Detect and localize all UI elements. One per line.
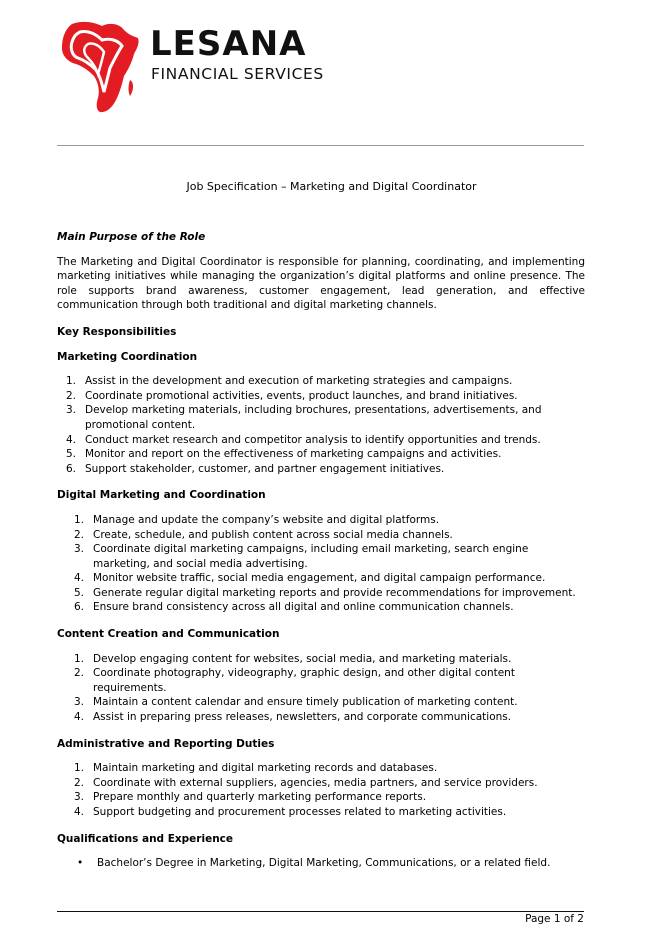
- brand-name: LESANA: [150, 24, 307, 64]
- list-item: • Bachelor’s Degree in Marketing, Digital Marketing, Communications, or a related field.: [77, 857, 551, 870]
- list-item: 1. Develop engaging content for websites, social media, and marketing materials.: [74, 652, 512, 665]
- marketing-coordination-list: [57, 374, 585, 476]
- purpose-text: The Marketing and Digital Coordinator is responsible for planning, coordinating, and implementing marketing initiatives while managing the organization’s digital platforms and online presence. The role supports brand awareness, customer engagement, lead generation, and effective communication through both traditional and digital marketing channels.: [57, 255, 585, 312]
- list-item: 2. Create, schedule, and publish content across social media channels.: [74, 528, 453, 541]
- list-item: 6. Support stakeholder, customer, and partner engagement initiatives.: [66, 462, 445, 475]
- section-heading: Digital Marketing and Coordination: [57, 489, 266, 502]
- company-logo: [58, 18, 348, 118]
- list-item: 1. Assist in the development and execution of marketing strategies and campaigns.: [66, 375, 513, 388]
- list-item: 2. Coordinate promotional activities, events, product launches, and brand initiatives.: [66, 389, 518, 402]
- footer-divider: [57, 911, 584, 912]
- section-heading: Marketing Coordination: [57, 350, 198, 363]
- list-item: 6. Ensure brand consistency across all digital and online communication channels.: [74, 601, 514, 614]
- page-number: Page 1 of 2: [525, 913, 584, 925]
- list-item: 5. Generate regular digital marketing reports and provide recommendations for improvement.: [74, 586, 576, 599]
- list-item: 5. Monitor and report on the effectiveness of marketing campaigns and activities.: [66, 448, 502, 461]
- content-creation-list: [57, 652, 585, 725]
- list-item: 2. Coordinate with external suppliers, agencies, media partners, and service providers.: [74, 776, 538, 789]
- list-item: 3. Maintain a content calendar and ensure timely publication of marketing content.: [74, 696, 518, 709]
- list-item: 1. Manage and update the company’s website and digital platforms.: [74, 513, 440, 526]
- header-divider: [57, 145, 584, 146]
- purpose-heading: Main Purpose of the Role: [57, 231, 206, 243]
- list-item: 3. Prepare monthly and quarterly marketing performance reports.: [74, 791, 427, 804]
- document-title: Job Specification – Marketing and Digital Coordinator: [186, 180, 477, 193]
- qualifications-heading: Qualifications and Experience: [57, 832, 234, 845]
- list-item: 1. Maintain marketing and digital marketing records and databases.: [74, 762, 438, 775]
- africa-map-icon: [58, 18, 146, 116]
- list-item: 4. Monitor website traffic, social media engagement, and digital campaign performance.: [74, 572, 546, 585]
- section-heading: Administrative and Reporting Duties: [57, 737, 275, 750]
- administrative-duties-list: [57, 761, 585, 819]
- list-item: 3. Coordinate digital marketing campaigns, including email marketing, search engine marketing, and social media advertising.: [74, 543, 529, 570]
- list-item: 4. Support budgeting and procurement processes related to marketing activities.: [74, 806, 507, 818]
- list-item: 2. Coordinate photography, videography, graphic design, and other digital content requirements.: [74, 667, 515, 694]
- document-body: [57, 230, 585, 871]
- responsibilities-heading: Key Responsibilities: [57, 325, 177, 338]
- section-heading: Content Creation and Communication: [57, 628, 280, 641]
- qualifications-list: [57, 856, 585, 871]
- brand-subtitle: FINANCIAL SERVICES: [151, 65, 324, 83]
- list-item: 4. Assist in preparing press releases, newsletters, and corporate communications.: [74, 711, 512, 724]
- list-item: 4. Conduct market research and competitor analysis to identify opportunities and trends.: [66, 433, 541, 446]
- digital-marketing-list: [57, 513, 585, 615]
- list-item: 3. Develop marketing materials, including brochures, presentations, advertisements, and promotional content.: [66, 404, 542, 431]
